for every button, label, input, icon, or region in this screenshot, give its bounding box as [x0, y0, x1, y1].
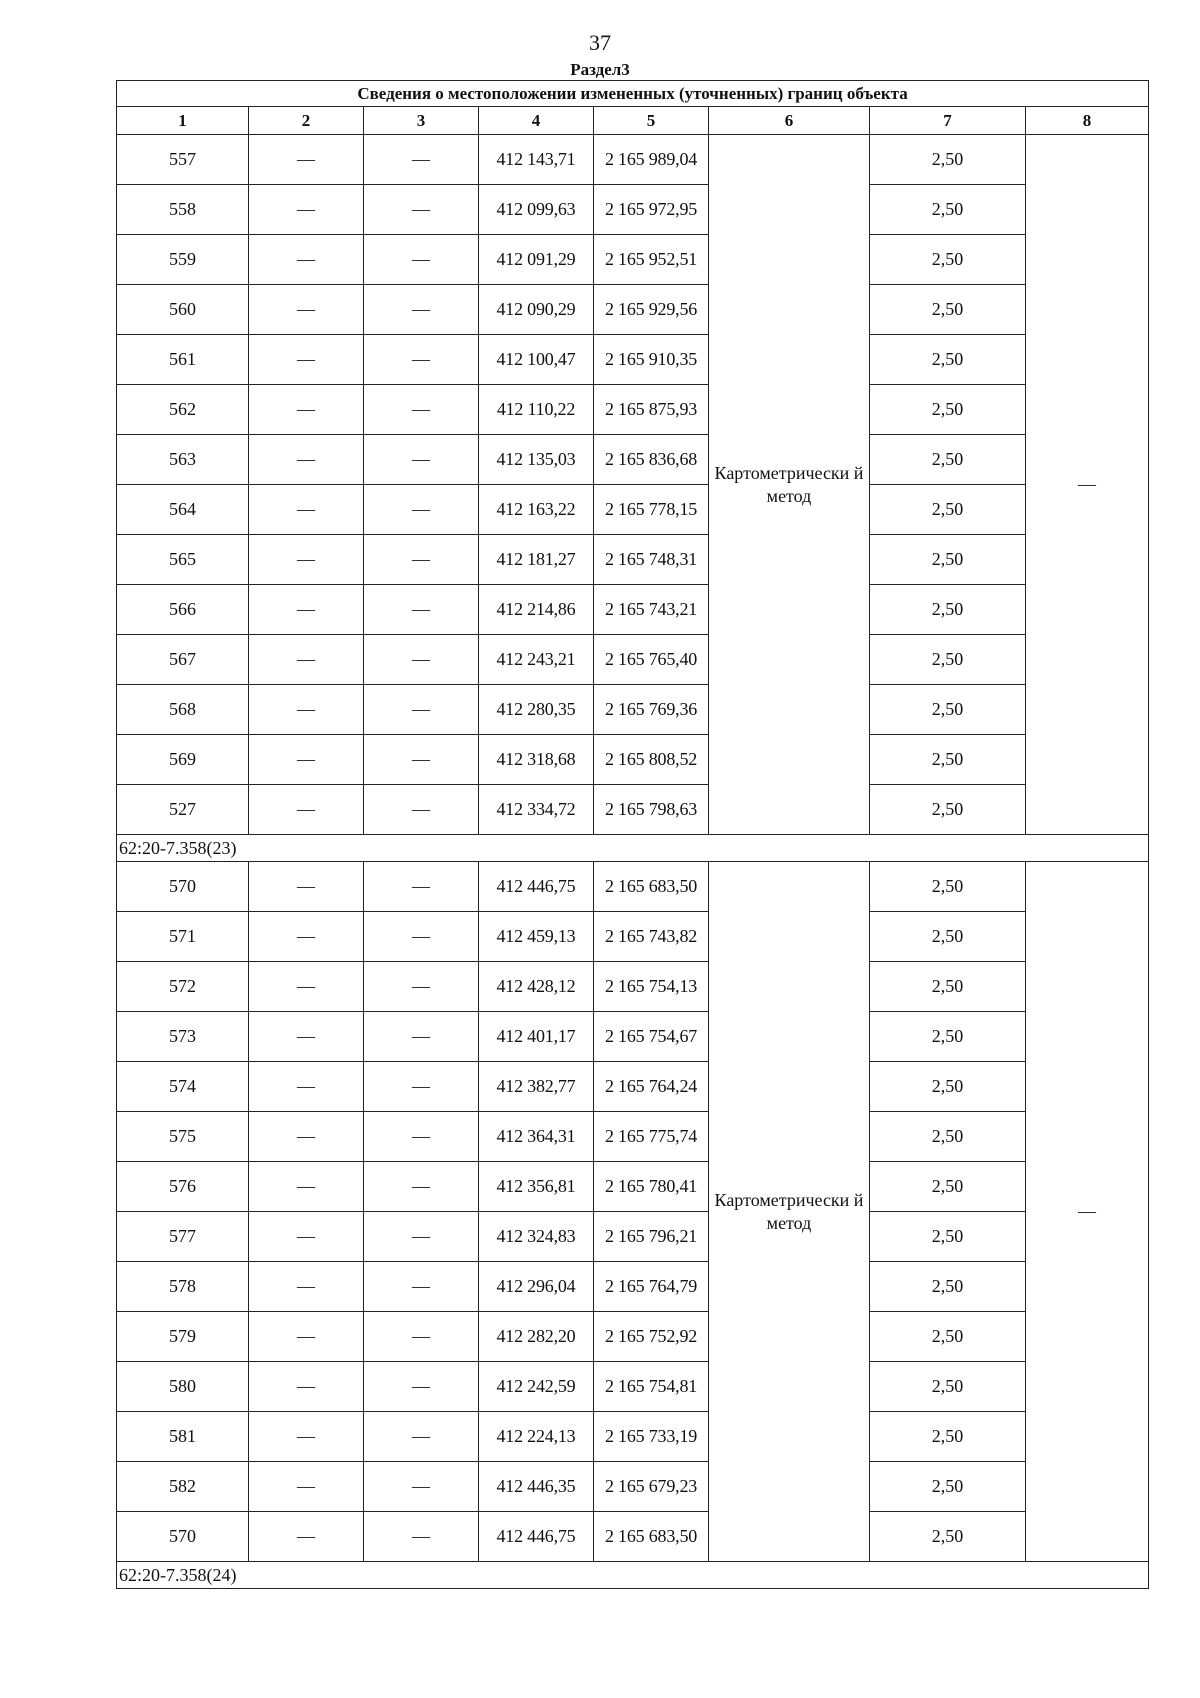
point-number-cell: 574 — [117, 1062, 249, 1112]
point-number-cell: 575 — [117, 1112, 249, 1162]
point-number-cell: 578 — [117, 1262, 249, 1312]
point-number-cell: 560 — [117, 285, 249, 335]
point-number-cell: 572 — [117, 962, 249, 1012]
x-coordinate-cell: 412 181,27 — [479, 535, 594, 585]
point-number-cell: 579 — [117, 1312, 249, 1362]
point-number-cell: 570 — [117, 862, 249, 912]
point-number-cell: 581 — [117, 1412, 249, 1462]
col2-cell: — — [249, 235, 364, 285]
x-coordinate-cell: 412 318,68 — [479, 735, 594, 785]
x-coordinate-cell: 412 282,20 — [479, 1312, 594, 1362]
col3-cell: — — [364, 962, 479, 1012]
accuracy-cell: 2,50 — [870, 1112, 1026, 1162]
table-row — [117, 685, 1149, 735]
accuracy-cell: 2,50 — [870, 1262, 1026, 1312]
col3-cell: — — [364, 1262, 479, 1312]
col2-cell: — — [249, 385, 364, 435]
column-number: 5 — [594, 107, 709, 135]
accuracy-cell: 2,50 — [870, 1012, 1026, 1062]
col2-cell: — — [249, 185, 364, 235]
accuracy-cell: 2,50 — [870, 285, 1026, 335]
x-coordinate-cell: 412 334,72 — [479, 785, 594, 835]
x-coordinate-cell: 412 099,63 — [479, 185, 594, 235]
column-number: 3 — [364, 107, 479, 135]
col2-cell: — — [249, 1412, 364, 1462]
col2-cell: — — [249, 1362, 364, 1412]
point-number-cell: 562 — [117, 385, 249, 435]
y-coordinate-cell: 2 165 769,36 — [594, 685, 709, 735]
table-row — [117, 1412, 1149, 1462]
col2-cell: — — [249, 635, 364, 685]
col2-cell: — — [249, 135, 364, 185]
parcel-label: 62:20-7.358(23) — [117, 835, 1149, 862]
table-body — [117, 135, 1149, 1589]
col3-cell: — — [364, 685, 479, 735]
point-number-cell: 527 — [117, 785, 249, 835]
x-coordinate-cell: 412 356,81 — [479, 1162, 594, 1212]
y-coordinate-cell: 2 165 972,95 — [594, 185, 709, 235]
accuracy-cell: 2,50 — [870, 1462, 1026, 1512]
table-row — [117, 485, 1149, 535]
col3-cell: — — [364, 635, 479, 685]
x-coordinate-cell: 412 214,86 — [479, 585, 594, 635]
y-coordinate-cell: 2 165 778,15 — [594, 485, 709, 535]
col2-cell: — — [249, 1512, 364, 1562]
point-number-cell: 559 — [117, 235, 249, 285]
col3-cell: — — [364, 185, 479, 235]
accuracy-cell: 2,50 — [870, 435, 1026, 485]
accuracy-cell: 2,50 — [870, 785, 1026, 835]
boundary-table — [116, 80, 1149, 1589]
column-number: 2 — [249, 107, 364, 135]
table-row — [117, 912, 1149, 962]
table-row — [117, 1162, 1149, 1212]
col3-cell: — — [364, 1012, 479, 1062]
col3-cell: — — [364, 1412, 479, 1462]
accuracy-cell: 2,50 — [870, 1312, 1026, 1362]
column-number: 7 — [870, 107, 1026, 135]
col2-cell: — — [249, 1012, 364, 1062]
y-coordinate-cell: 2 165 679,23 — [594, 1462, 709, 1512]
point-number-cell: 580 — [117, 1362, 249, 1412]
point-number-cell: 561 — [117, 335, 249, 385]
table-row — [117, 435, 1149, 485]
accuracy-cell: 2,50 — [870, 335, 1026, 385]
col2-cell: — — [249, 685, 364, 735]
y-coordinate-cell: 2 165 952,51 — [594, 235, 709, 285]
y-coordinate-cell: 2 165 929,56 — [594, 285, 709, 335]
y-coordinate-cell: 2 165 743,82 — [594, 912, 709, 962]
col2-cell: — — [249, 1312, 364, 1362]
accuracy-cell: 2,50 — [870, 685, 1026, 735]
y-coordinate-cell: 2 165 764,79 — [594, 1262, 709, 1312]
accuracy-cell: 2,50 — [870, 1412, 1026, 1462]
col3-cell: — — [364, 1312, 479, 1362]
col3-cell: — — [364, 1212, 479, 1262]
col3-cell: — — [364, 735, 479, 785]
accuracy-cell: 2,50 — [870, 385, 1026, 435]
x-coordinate-cell: 412 382,77 — [479, 1062, 594, 1112]
accuracy-cell: 2,50 — [870, 735, 1026, 785]
table-row — [117, 1262, 1149, 1312]
col3-cell: — — [364, 785, 479, 835]
table-row — [117, 585, 1149, 635]
point-number-cell: 570 — [117, 1512, 249, 1562]
table-row — [117, 1212, 1149, 1262]
col2-cell: — — [249, 1162, 364, 1212]
y-coordinate-cell: 2 165 748,31 — [594, 535, 709, 585]
column-number: 4 — [479, 107, 594, 135]
col3-cell: — — [364, 1112, 479, 1162]
col3-cell: — — [364, 485, 479, 535]
accuracy-cell: 2,50 — [870, 912, 1026, 962]
col2-cell: — — [249, 1212, 364, 1262]
col2-cell: — — [249, 912, 364, 962]
col2-cell: — — [249, 1112, 364, 1162]
x-coordinate-cell: 412 110,22 — [479, 385, 594, 435]
col3-cell: — — [364, 1162, 479, 1212]
accuracy-cell: 2,50 — [870, 1062, 1026, 1112]
point-number-cell: 573 — [117, 1012, 249, 1062]
table-row — [117, 862, 1149, 912]
y-coordinate-cell: 2 165 733,19 — [594, 1412, 709, 1462]
table-row — [117, 535, 1149, 585]
table-row — [117, 1062, 1149, 1112]
page-number: 37 — [589, 30, 611, 55]
table-row — [117, 385, 1149, 435]
point-number-cell: 557 — [117, 135, 249, 185]
table-row — [117, 1512, 1149, 1562]
x-coordinate-cell: 412 242,59 — [479, 1362, 594, 1412]
table-row — [117, 735, 1149, 785]
x-coordinate-cell: 412 143,71 — [479, 135, 594, 185]
col2-cell: — — [249, 1062, 364, 1112]
col2-cell: — — [249, 285, 364, 335]
table-caption: Сведения о местоположении измененных (уточненных) границ объекта — [117, 81, 1149, 107]
table-row — [117, 785, 1149, 835]
accuracy-cell: 2,50 — [870, 185, 1026, 235]
table-row — [117, 962, 1149, 1012]
y-coordinate-cell: 2 165 798,63 — [594, 785, 709, 835]
point-number-cell: 577 — [117, 1212, 249, 1262]
point-number-cell: 564 — [117, 485, 249, 535]
col2-cell: — — [249, 862, 364, 912]
accuracy-cell: 2,50 — [870, 535, 1026, 585]
y-coordinate-cell: 2 165 780,41 — [594, 1162, 709, 1212]
col2-cell: — — [249, 735, 364, 785]
accuracy-cell: 2,50 — [870, 1162, 1026, 1212]
point-number-cell: 569 — [117, 735, 249, 785]
column-number: 1 — [117, 107, 249, 135]
col2-cell: — — [249, 435, 364, 485]
col3-cell: — — [364, 1512, 479, 1562]
col3-cell: — — [364, 535, 479, 585]
point-number-cell: 567 — [117, 635, 249, 685]
x-coordinate-cell: 412 090,29 — [479, 285, 594, 335]
x-coordinate-cell: 412 243,21 — [479, 635, 594, 685]
y-coordinate-cell: 2 165 752,92 — [594, 1312, 709, 1362]
col3-cell: — — [364, 1062, 479, 1112]
col3-cell: — — [364, 385, 479, 435]
col3-cell: — — [364, 285, 479, 335]
accuracy-cell: 2,50 — [870, 135, 1026, 185]
point-number-cell: 576 — [117, 1162, 249, 1212]
y-coordinate-cell: 2 165 796,21 — [594, 1212, 709, 1262]
col3-cell: — — [364, 862, 479, 912]
col2-cell: — — [249, 485, 364, 535]
col3-cell: — — [364, 335, 479, 385]
table-row — [117, 235, 1149, 285]
table-row — [117, 1362, 1149, 1412]
col2-cell: — — [249, 335, 364, 385]
column-number-row — [117, 107, 1149, 135]
col2-cell: — — [249, 535, 364, 585]
table-row — [117, 1312, 1149, 1362]
accuracy-cell: 2,50 — [870, 962, 1026, 1012]
x-coordinate-cell: 412 135,03 — [479, 435, 594, 485]
point-number-cell: 582 — [117, 1462, 249, 1512]
y-coordinate-cell: 2 165 989,04 — [594, 135, 709, 185]
point-number-cell: 568 — [117, 685, 249, 735]
y-coordinate-cell: 2 165 836,68 — [594, 435, 709, 485]
x-coordinate-cell: 412 446,75 — [479, 862, 594, 912]
table-row — [117, 335, 1149, 385]
x-coordinate-cell: 412 100,47 — [479, 335, 594, 385]
parcel-label-row — [117, 835, 1149, 862]
point-number-cell: 563 — [117, 435, 249, 485]
col2-cell: — — [249, 962, 364, 1012]
x-coordinate-cell: 412 324,83 — [479, 1212, 594, 1262]
col3-cell: — — [364, 912, 479, 962]
y-coordinate-cell: 2 165 683,50 — [594, 1512, 709, 1562]
table-row — [117, 635, 1149, 685]
table-row — [117, 285, 1149, 335]
column-number: 8 — [1026, 107, 1149, 135]
x-coordinate-cell: 412 163,22 — [479, 485, 594, 535]
column-number: 6 — [709, 107, 870, 135]
x-coordinate-cell: 412 280,35 — [479, 685, 594, 735]
accuracy-cell: 2,50 — [870, 235, 1026, 285]
y-coordinate-cell: 2 165 765,40 — [594, 635, 709, 685]
y-coordinate-cell: 2 165 775,74 — [594, 1112, 709, 1162]
point-number-cell: 566 — [117, 585, 249, 635]
y-coordinate-cell: 2 165 754,81 — [594, 1362, 709, 1412]
x-coordinate-cell: 412 364,31 — [479, 1112, 594, 1162]
table-row — [117, 135, 1149, 185]
point-number-cell: 571 — [117, 912, 249, 962]
col2-cell: — — [249, 1462, 364, 1512]
y-coordinate-cell: 2 165 683,50 — [594, 862, 709, 912]
y-coordinate-cell: 2 165 754,67 — [594, 1012, 709, 1062]
x-coordinate-cell: 412 401,17 — [479, 1012, 594, 1062]
y-coordinate-cell: 2 165 754,13 — [594, 962, 709, 1012]
method-cell: Картометрически й метод — [709, 862, 870, 1562]
accuracy-cell: 2,50 — [870, 485, 1026, 535]
accuracy-cell: 2,50 — [870, 635, 1026, 685]
table-row — [117, 1012, 1149, 1062]
accuracy-cell: 2,50 — [870, 1512, 1026, 1562]
y-coordinate-cell: 2 165 910,35 — [594, 335, 709, 385]
col8-cell: — — [1026, 862, 1149, 1562]
x-coordinate-cell: 412 446,75 — [479, 1512, 594, 1562]
col3-cell: — — [364, 585, 479, 635]
table-row — [117, 185, 1149, 235]
parcel-label-row — [117, 1562, 1149, 1589]
col3-cell: — — [364, 435, 479, 485]
y-coordinate-cell: 2 165 743,21 — [594, 585, 709, 635]
section-title: Раздел3 — [570, 60, 630, 79]
y-coordinate-cell: 2 165 875,93 — [594, 385, 709, 435]
x-coordinate-cell: 412 459,13 — [479, 912, 594, 962]
accuracy-cell: 2,50 — [870, 1212, 1026, 1262]
col8-cell: — — [1026, 135, 1149, 835]
col3-cell: — — [364, 1362, 479, 1412]
parcel-label: 62:20-7.358(24) — [117, 1562, 1149, 1589]
table-row — [117, 1112, 1149, 1162]
col3-cell: — — [364, 135, 479, 185]
point-number-cell: 565 — [117, 535, 249, 585]
col2-cell: — — [249, 785, 364, 835]
y-coordinate-cell: 2 165 764,24 — [594, 1062, 709, 1112]
point-number-cell: 558 — [117, 185, 249, 235]
accuracy-cell: 2,50 — [870, 862, 1026, 912]
accuracy-cell: 2,50 — [870, 585, 1026, 635]
col3-cell: — — [364, 235, 479, 285]
x-coordinate-cell: 412 446,35 — [479, 1462, 594, 1512]
x-coordinate-cell: 412 428,12 — [479, 962, 594, 1012]
col3-cell: — — [364, 1462, 479, 1512]
col2-cell: — — [249, 585, 364, 635]
y-coordinate-cell: 2 165 808,52 — [594, 735, 709, 785]
x-coordinate-cell: 412 091,29 — [479, 235, 594, 285]
x-coordinate-cell: 412 224,13 — [479, 1412, 594, 1462]
x-coordinate-cell: 412 296,04 — [479, 1262, 594, 1312]
accuracy-cell: 2,50 — [870, 1362, 1026, 1412]
method-cell: Картометрически й метод — [709, 135, 870, 835]
col2-cell: — — [249, 1262, 364, 1312]
table-row — [117, 1462, 1149, 1512]
